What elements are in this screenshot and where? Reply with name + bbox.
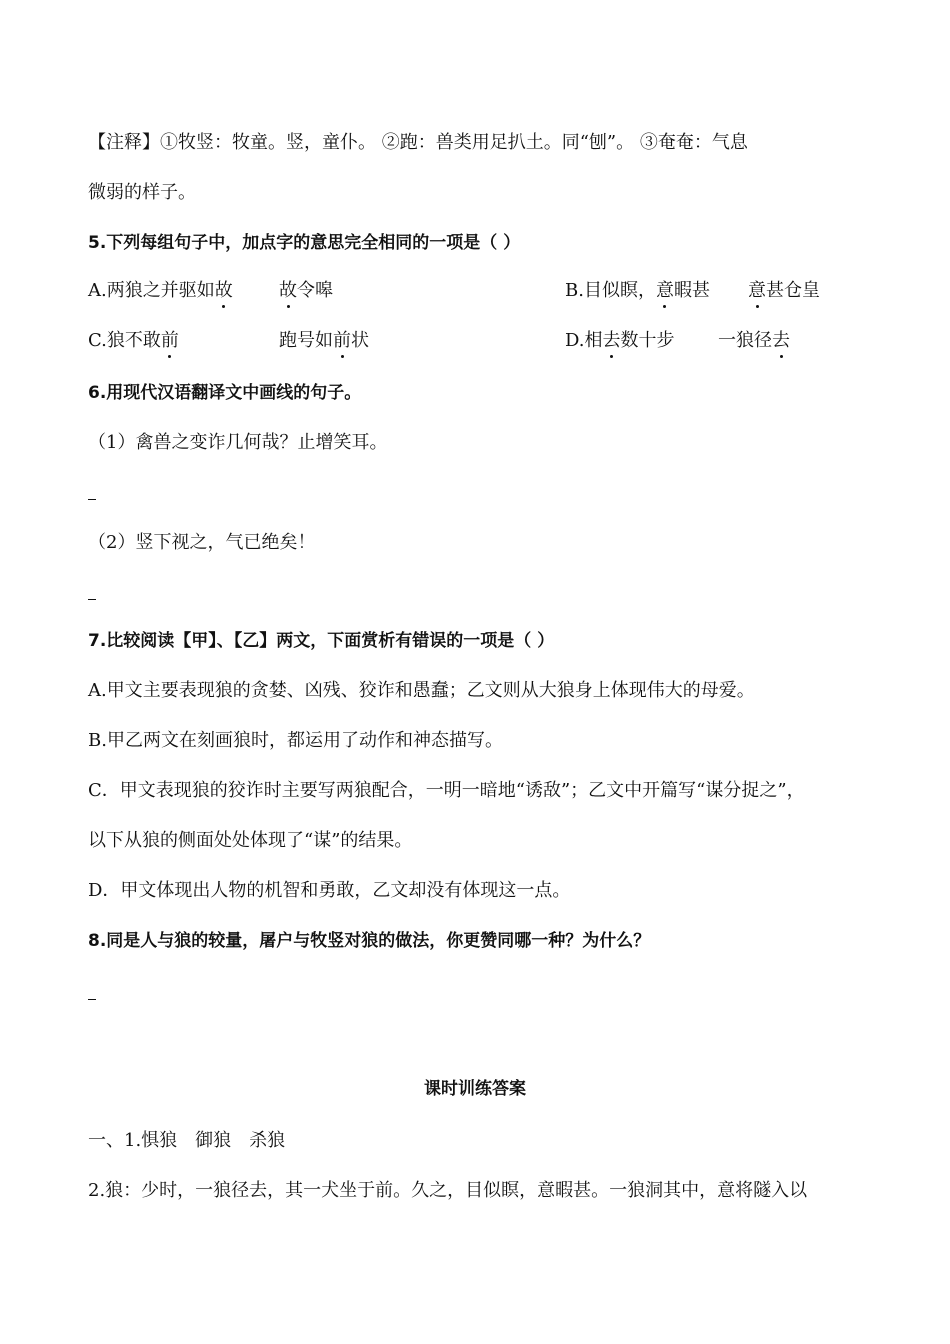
answer-line-2: 2.狼：少时，一狼径去，其一犬坐于前。久之，目似瞑，意暇甚。一狼洞其中，意将隧入以 [88, 1180, 808, 1201]
q5-option-c-2 [279, 329, 369, 353]
q5-b2-dotted: 意 [748, 280, 766, 301]
question-7-stem: 7.比较阅读【甲】、【乙】两文，下面赏析有错误的一项是（ ） [88, 631, 555, 651]
q5-d1-text: D.相 [565, 330, 603, 351]
answer-line-1: 一、1.惧狼 御狼 杀狼 [88, 1130, 286, 1151]
q7-option-d: D．甲文体现出人物的机智和勇敢，乙文却没有体现这一点。 [88, 880, 571, 901]
q6-answer-blank-2[interactable] [88, 599, 96, 600]
q5-c2-post: 状 [351, 330, 369, 351]
q5-a1-dotted: 故 [214, 280, 233, 301]
q5-d2-dotted: 去 [772, 330, 790, 351]
q7-option-a: A.甲文主要表现狼的贪婪、凶残、狡诈和愚蠢；乙文则从大狼身上体现伟大的母爱。 [88, 680, 755, 701]
q5-option-a-1 [88, 279, 233, 303]
note-line-1: 【注释】①牧竖：牧童。竖，童仆。 ②跑：兽类用足扒土。同“刨”。 ③奄奄：气息 [88, 132, 748, 153]
q5-d1-dotted: 去 [602, 330, 621, 351]
note-line-2: 微弱的样子。 [88, 182, 196, 203]
q5-d2-text: 一狼径 [718, 330, 772, 351]
q7-option-b: B.甲乙两文在刻画狼时，都运用了动作和神态描写。 [88, 730, 503, 751]
q5-option-d-2 [718, 329, 790, 353]
q5-b2-text: 甚仓皇 [766, 280, 820, 301]
q5-c1-dotted: 前 [160, 330, 179, 351]
q5-a1-text: A.两狼之并驱如 [88, 280, 215, 301]
q5-b1-dotted: 意 [655, 280, 674, 301]
q5-c2-text: 跑号如 [279, 330, 333, 351]
q5-d1-post: 数十步 [620, 330, 675, 351]
q5-option-d-1 [565, 329, 675, 353]
q6-sentence-2: （2）竖下视之，气已绝矣！ [88, 532, 316, 553]
q5-option-b-2 [748, 279, 820, 303]
q5-option-a-2 [279, 279, 333, 303]
q5-option-c-1 [88, 329, 179, 353]
q7-option-c-line-1: C．甲文表现狼的狡诈时主要写两狼配合，一明一暗地“诱敌”；乙文中开篇写“谋分捉之”， [88, 780, 805, 801]
q5-c1-text: C.狼不敢 [88, 330, 161, 351]
q7-option-c-line-2: 以下从狼的侧面处处体现了“谋”的结果。 [88, 830, 413, 851]
q6-sentence-1: （1）禽兽之变诈几何哉？止增笑耳。 [88, 432, 388, 453]
q5-b1-text: B.目似瞑， [565, 280, 656, 301]
answers-title: 课时训练答案 [424, 1079, 526, 1099]
q5-a2-dotted: 故 [279, 280, 297, 301]
q8-answer-blank[interactable] [88, 999, 96, 1000]
q6-answer-blank-1[interactable] [88, 499, 96, 500]
question-8-stem: 8.同是人与狼的较量，屠户与牧竖对狼的做法，你更赞同哪一种？为什么？ [88, 931, 651, 951]
q5-a2-text: 令嗥 [297, 280, 333, 301]
q5-c2-dotted: 前 [333, 330, 351, 351]
q5-b1-post: 暇甚 [673, 280, 710, 301]
q5-option-b-1 [565, 279, 710, 303]
question-5-stem: 5.下列每组句子中，加点字的意思完全相同的一项是（ ） [88, 233, 521, 253]
question-6-stem: 6.用现代汉语翻译文中画线的句子。 [88, 383, 362, 403]
